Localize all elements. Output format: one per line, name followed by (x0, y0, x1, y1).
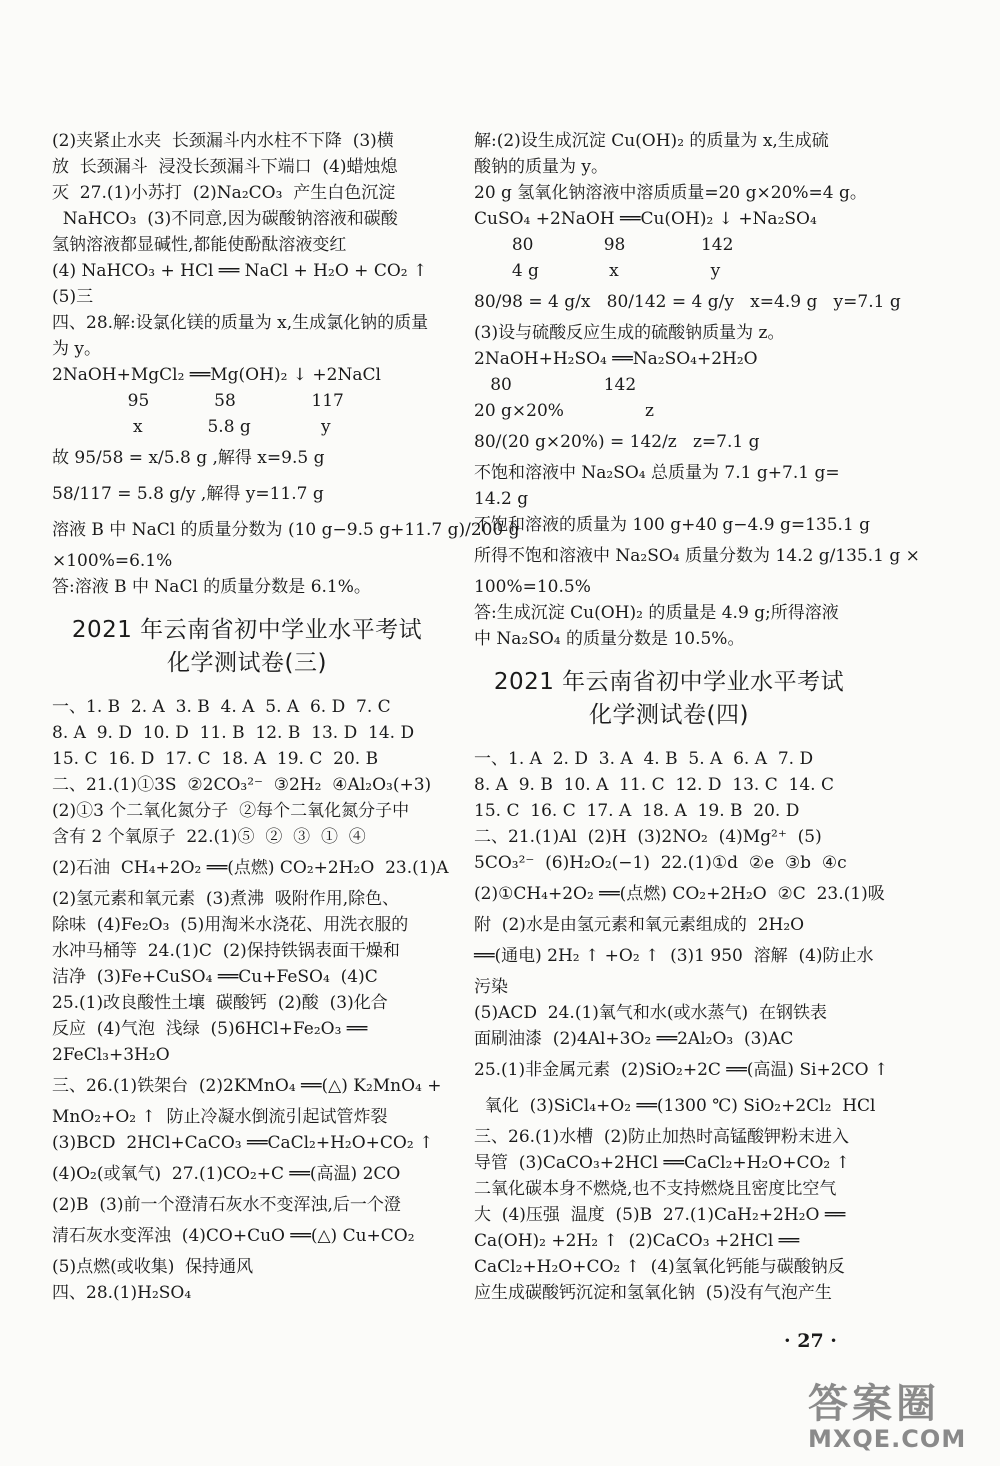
answer-line: 为 y。 (52, 339, 102, 359)
test-title-four-line1: 2021 年云南省初中学业水平考试 (493, 669, 845, 695)
answer-line: 80 142 (474, 375, 637, 395)
answer-line: 8. A 9. D 10. D 11. B 12. B 13. D 14. D (52, 723, 415, 743)
answer-line: 面刷油漆 (2)4Al+3O₂ ══2Al₂O₃ (3)AC (474, 1029, 794, 1049)
answer-line: 25.(1)非金属元素 (2)SiO₂+2C ══(高温) Si+2CO ↑ (474, 1060, 889, 1080)
answer-line: 4 g x y (474, 261, 721, 281)
watermark-text: 答案圈 (808, 1381, 940, 1427)
answer-line: 灭 27.(1)小苏打 (2)Na₂CO₃ 产生白色沉淀 (52, 183, 396, 203)
answer-line: x 5.8 g y (52, 417, 331, 437)
answer-line: (2)夹紧止水夹 长颈漏斗内水柱不下降 (3)横 (52, 131, 394, 151)
answer-line: 应生成碳酸钙沉淀和氢氧化钠 (5)没有气泡产生 (474, 1283, 832, 1303)
answer-line: (3)BCD 2HCl+CaCO₃ ══CaCl₂+H₂O+CO₂ ↑ (52, 1133, 434, 1153)
answer-line: 答:溶液 B 中 NaCl 的质量分数是 6.1%。 (52, 577, 371, 597)
answer-line: 所得不饱和溶液中 Na₂SO₄ 质量分数为 14.2 g/135.1 g × (474, 546, 920, 566)
answer-line: 二氧化碳本身不燃烧,也不支持燃烧且密度比空气 (474, 1179, 837, 1199)
answer-block-right-bottom (474, 746, 889, 1306)
answer-line: 一、1. A 2. D 3. A 4. B 5. A 6. A 7. D (474, 749, 814, 769)
answer-line: ══(通电) 2H₂ ↑ +O₂ ↑ (3)1 950 溶解 (4)防止水 (474, 946, 874, 966)
test-title-three-line1: 2021 年云南省初中学业水平考试 (71, 617, 423, 643)
answer-line: (2)B (3)前一个澄清石灰水不变浑浊,后一个澄 (52, 1195, 401, 1215)
answer-line: 中 Na₂SO₄ 的质量分数是 10.5%。 (474, 629, 745, 649)
answer-line: 除味 (4)Fe₂O₃ (5)用淘米水浇花、用洗衣服的 (52, 915, 409, 935)
page-number: · 27 · (784, 1330, 837, 1352)
answer-line: (3)设与硫酸反应生成的硫酸钠质量为 z。 (474, 323, 785, 343)
answer-line: 2FeCl₃+3H₂O (52, 1045, 170, 1065)
answer-line: 15. C 16. C 17. A 18. A 19. B 20. D (474, 801, 800, 821)
watermark-url: MXQE.COM (808, 1425, 967, 1453)
answer-line: 氢钠溶液都显碱性,都能使酚酞溶液变红 (52, 235, 347, 255)
answer-line: 二、21.(1)Al (2)H (3)2NO₂ (4)Mg²⁺ (5) (474, 827, 822, 847)
answer-line: 故 95/58 = x/5.8 g ,解得 x=9.5 g (52, 448, 325, 468)
test-title-four-line2: 化学测试卷(四) (589, 702, 749, 728)
answer-line: 不饱和溶液中 Na₂SO₄ 总质量为 7.1 g+7.1 g= (474, 463, 840, 483)
right-column (474, 128, 920, 1306)
answer-line: 一、1. B 2. A 3. B 4. A 5. A 6. D 7. C (52, 697, 391, 717)
answer-line: (2)氢元素和氧元素 (3)煮沸 吸附作用,除色、 (52, 889, 400, 909)
answer-line: 放 长颈漏斗 浸没长颈漏斗下端口 (4)蜡烛熄 (52, 157, 398, 177)
answer-line: 洁净 (3)Fe+CuSO₄ ══Cu+FeSO₄ (4)C (52, 967, 378, 987)
answer-line: 水冲马桶等 24.(1)C (2)保持铁锅表面干燥和 (52, 941, 400, 961)
answer-line: (2)①CH₄+2O₂ ══(点燃) CO₂+2H₂O ②C 23.(1)吸 (474, 884, 885, 904)
answer-line: 20 g×20% z (474, 401, 654, 421)
answer-line: 答:生成沉淀 Cu(OH)₂ 的质量是 4.9 g;所得溶液 (474, 603, 839, 623)
answer-line: 四、28.解:设氯化镁的质量为 x,生成氯化钠的质量 (52, 313, 429, 333)
answer-line: 附 (2)水是由氢元素和氧元素组成的 2H₂O (474, 915, 805, 935)
answer-line: 含有 2 个氧原子 22.(1)⑤ ② ③ ① ④ (52, 827, 366, 847)
answer-line: CaCl₂+H₂O+CO₂ ↑ (4)氢氧化钙能与碳酸钠反 (474, 1257, 845, 1277)
answer-line: 三、26.(1)铁架台 (2)2KMnO₄ ══(△) K₂MnO₄ + (52, 1076, 442, 1096)
answer-line: 2NaOH+MgCl₂ ══Mg(OH)₂ ↓ +2NaCl (52, 365, 381, 385)
answer-line: 95 58 117 (52, 391, 344, 411)
answer-line: (5)ACD 24.(1)氧气和水(或水蒸气) 在钢铁表 (474, 1003, 827, 1023)
answer-line: 污染 (474, 977, 508, 997)
answer-line: 58/117 = 5.8 g/y ,解得 y=11.7 g (52, 484, 324, 504)
answer-line: 14.2 g (474, 489, 529, 509)
answer-line: 清石灰水变浑浊 (4)CO+CuO ══(△) Cu+CO₂ (52, 1226, 415, 1246)
answer-line: 解:(2)设生成沉淀 Cu(OH)₂ 的质量为 x,生成硫 (474, 131, 829, 151)
answer-line: 5CO₃²⁻ (6)H₂O₂(−1) 22.(1)①d ②e ③b ④c (474, 853, 847, 873)
answer-line: Ca(OH)₂ +2H₂ ↑ (2)CaCO₃ +2HCl ══ (474, 1231, 800, 1251)
answer-line: 大 (4)压强 温度 (5)B 27.(1)CaH₂+2H₂O ══ (474, 1205, 846, 1225)
answer-block-right-top (474, 128, 920, 652)
answer-line: 不饱和溶液的质量为 100 g+40 g−4.9 g=135.1 g (474, 515, 871, 535)
answer-line: 25.(1)改良酸性土壤 碳酸钙 (2)酸 (3)化合 (52, 993, 388, 1013)
answer-line: 四、28.(1)H₂SO₄ (52, 1283, 192, 1303)
watermark-logo (808, 1372, 993, 1456)
answer-line: 80 98 142 (474, 235, 734, 255)
answer-line: 氧化 (3)SiCl₄+O₂ ══(1300 ℃) SiO₂+2Cl₂ HCl (474, 1096, 876, 1116)
answer-line: (5)点燃(或收集) 保持通风 (52, 1257, 254, 1277)
answer-line: 20 g 氢氧化钠溶液中溶质质量=20 g×20%=4 g。 (474, 183, 867, 203)
answer-line: (2)石油 CH₄+2O₂ ══(点燃) CO₂+2H₂O 23.(1)A (52, 858, 449, 878)
answer-line: CuSO₄ +2NaOH ══Cu(OH)₂ ↓ +Na₂SO₄ (474, 209, 817, 229)
answer-line: 80/(20 g×20%) = 142/z z=7.1 g (474, 432, 760, 452)
answer-line: 三、26.(1)水槽 (2)防止加热时高锰酸钾粉末进入 (474, 1127, 850, 1147)
answer-line: 100%=10.5% (474, 577, 591, 597)
answer-line: NaHCO₃ (3)不同意,因为碳酸钠溶液和碳酸 (52, 209, 398, 229)
answer-line: 酸钠的质量为 y。 (474, 157, 609, 177)
answer-block-left-bottom (52, 694, 449, 1306)
answer-line: 溶液 B 中 NaCl 的质量分数为 (10 g−9.5 g+11.7 g)/200 g (52, 520, 520, 540)
answer-line: 导管 (3)CaCO₃+2HCl ══CaCl₂+H₂O+CO₂ ↑ (474, 1153, 850, 1173)
answer-line: (4)O₂(或氧气) 27.(1)CO₂+C ══(高温) 2CO (52, 1164, 401, 1184)
answer-line: 80/98 = 4 g/x 80/142 = 4 g/y x=4.9 g y=7.1 g (474, 292, 901, 312)
answer-line: 2NaOH+H₂SO₄ ══Na₂SO₄+2H₂O (474, 349, 758, 369)
answer-line: ×100%=6.1% (52, 551, 173, 571)
answer-line: 15. C 16. D 17. C 18. A 19. C 20. B (52, 749, 379, 769)
test-title-three-line2: 化学测试卷(三) (167, 650, 327, 676)
answer-line: 二、21.(1)①3S ②2CO₃²⁻ ③2H₂ ④Al₂O₃(+3) (52, 775, 432, 795)
answer-line: MnO₂+O₂ ↑ 防止冷凝水倒流引起试管炸裂 (52, 1107, 388, 1127)
answer-line: (5)三 (52, 287, 94, 307)
answer-line: (4) NaHCO₃ + HCl ══ NaCl + H₂O + CO₂ ↑ (52, 261, 428, 281)
answer-line: 8. A 9. B 10. A 11. C 12. D 13. C 14. C (474, 775, 834, 795)
answer-line: 反应 (4)气泡 浅绿 (5)6HCl+Fe₂O₃ ══ (52, 1019, 368, 1039)
answer-line: (2)①3 个二氧化氮分子 ②每个二氧化氮分子中 (52, 801, 410, 821)
